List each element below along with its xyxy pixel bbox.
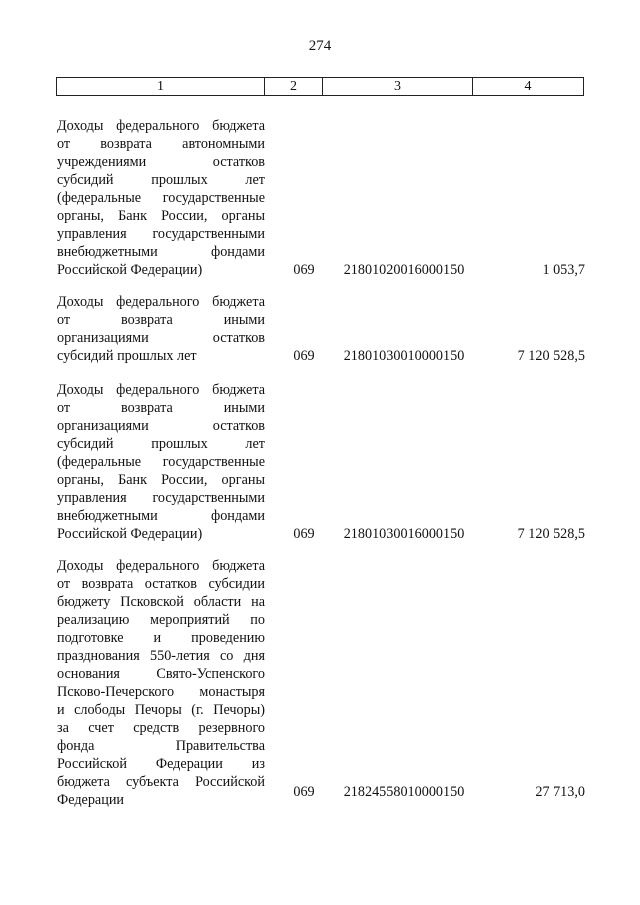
description-line: и слободы Печоры (г. Печоры) <box>57 702 265 718</box>
description-line: фонда Правительства <box>57 738 265 754</box>
description-line: органы, Банк России, органы <box>57 472 265 488</box>
kbk-code: 21801030010000150 <box>343 348 465 364</box>
row-description <box>57 293 265 365</box>
description-line: Российской Федерации) <box>57 262 203 278</box>
header-col-3: 3 <box>323 78 473 95</box>
description-line: внебюджетными фондами <box>57 244 265 260</box>
description-line: бюджету Псковской области на <box>57 594 265 610</box>
row-description <box>57 381 265 543</box>
description-line: от возврата автономными <box>57 136 265 152</box>
description-line: (федеральные государственные <box>57 454 265 470</box>
table-header <box>56 77 584 96</box>
description-line: от возврата иными <box>57 312 265 328</box>
description-line: Доходы федерального бюджета <box>57 294 265 310</box>
description-line: субсидий прошлых лет <box>57 436 265 452</box>
admin-code: 069 <box>293 784 315 800</box>
kbk-code: 21824558010000150 <box>343 784 465 800</box>
amount: 1 053,7 <box>542 262 585 278</box>
description-line: управления государственными <box>57 490 265 506</box>
amount: 7 120 528,5 <box>517 526 585 542</box>
description-line: внебюджетными фондами <box>57 508 265 524</box>
page-number: 274 <box>308 38 332 54</box>
description-line: Российской Федерации) <box>57 526 203 542</box>
description-line: за счет средств резервного <box>57 720 265 736</box>
description-line: организациями остатков <box>57 418 265 434</box>
kbk-code: 21801020016000150 <box>343 262 465 278</box>
description-line: основания Свято-Успенского <box>57 666 265 682</box>
header-col-4: 4 <box>524 79 532 94</box>
description-line: подготовке и проведению <box>57 630 265 646</box>
description-line: организациями остатков <box>57 330 265 346</box>
kbk-code: 21801030016000150 <box>343 526 465 542</box>
description-line: управления государственными <box>57 226 265 242</box>
header-col-1: 1 <box>57 78 265 95</box>
description-line: Доходы федерального бюджета <box>57 382 265 398</box>
description-line: Российской Федерации из <box>57 756 265 772</box>
description-line: реализацию мероприятий по <box>57 612 265 628</box>
admin-code: 069 <box>293 262 315 278</box>
description-line: Федерации <box>57 792 125 808</box>
description-line: (федеральные государственные <box>57 190 265 206</box>
row-description <box>57 117 265 279</box>
description-line: субсидий прошлых лет <box>57 172 265 188</box>
header-col-2: 2 <box>265 78 323 95</box>
description-line: субсидий прошлых лет <box>57 348 197 364</box>
description-line: Доходы федерального бюджета <box>57 558 265 574</box>
description-line: от возврата иными <box>57 400 265 416</box>
description-line: учреждениями остатков <box>57 154 265 170</box>
admin-code: 069 <box>293 348 315 364</box>
description-line: Доходы федерального бюджета <box>57 118 265 134</box>
description-line: органы, Банк России, органы <box>57 208 265 224</box>
amount: 27 713,0 <box>535 784 585 800</box>
description-line: бюджета субъекта Российской <box>57 774 265 790</box>
description-line: Псково-Печерского монастыря <box>57 684 265 700</box>
description-line: празднования 550-летия со дня <box>57 648 265 664</box>
amount: 7 120 528,5 <box>517 348 585 364</box>
row-description <box>57 557 265 809</box>
admin-code: 069 <box>293 526 315 542</box>
description-line: от возврата остатков субсидии <box>57 576 265 592</box>
